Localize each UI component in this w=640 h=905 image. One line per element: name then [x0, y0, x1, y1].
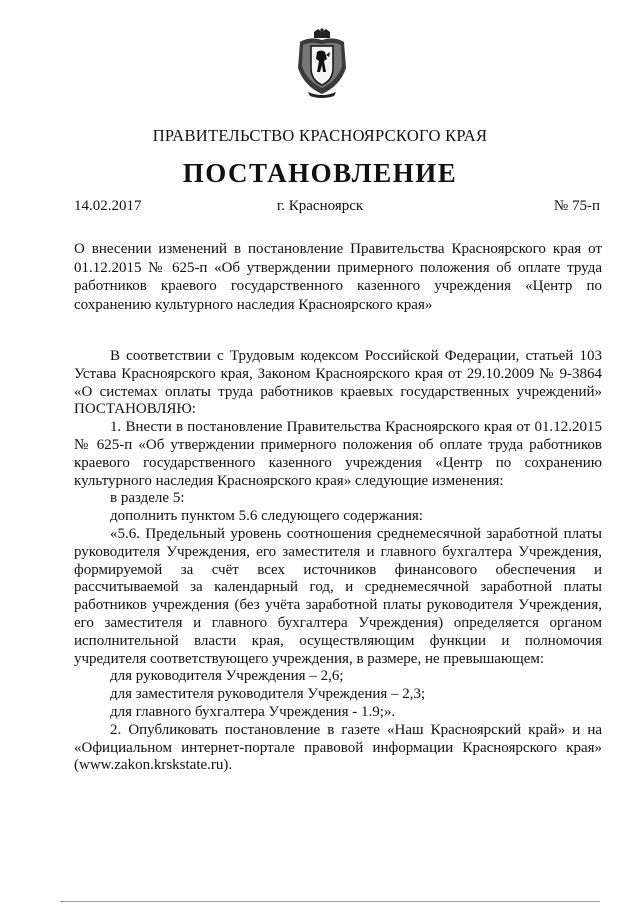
item-2-paragraph: 2. Опубликовать постановление в газете «Наш Красноярский край» и на «Официальном интернет-портале правовой информации Красноярского края» (www.zakon.krskstate.ru).	[74, 721, 602, 774]
document-subject: О внесении изменений в постановление Правительства Красноярского края от 01.12.2015 № 625-п «Об утверждении примерного положения об оплате труда работников краевого государственного казенного учреждения «Центр по сохранению культурного наследия Красноярского края»	[74, 241, 602, 313]
document-meta-row	[0, 198, 640, 218]
document-number: № 75-п	[553, 198, 600, 214]
item-1-paragraph: 1. Внести в постановление Правительства Красноярского края от 01.12.2015 № 625-п «Об утверждении примерного положения об оплате труда работников краевого государственного казенного учреждения «Центр по сохранению культурного наследия Красноярского края» следующие изменения:	[74, 419, 602, 489]
coat-of-arms-icon	[296, 28, 348, 98]
section-reference: в разделе 5:	[110, 490, 185, 507]
clause-5-6-paragraph: «5.6. Предельный уровень соотношения среднемесячной заработной платы руководителя Учреждения, его заместителя и главного бухгалтера Учреждения, формируемой за счёт всех источников финансового обеспечения и рассчитываемой за календарный год, и среднемесячной заработной платы работников учреждения (без учёта заработной платы руководителя Учреждения, его заместителя и главного бухгалтера Учреждения) определяется органом исполнительной власти края, осуществляющим функции и полномочия учредителя соответствующего учреждения, в размере, не превышающем:	[74, 525, 602, 667]
document-city: г. Красноярск	[276, 198, 364, 214]
limit-accountant-line: для главного бухгалтера Учреждения - 1.9;».	[110, 703, 396, 720]
preamble-paragraph: В соответствии с Трудовым кодексом Российской Федерации, статьей 103 Устава Красноярского края, Законом Красноярского края от 29.10.2009 № 9-3864 «О системах оплаты труда работников краевых государственных учреждений» ПОСТАНОВЛЯЮ:	[74, 348, 602, 418]
limit-deputy-line: для заместителя руководителя Учреждения – 2,3;	[110, 686, 426, 703]
scan-edge-line	[60, 901, 600, 902]
document-body	[74, 348, 602, 775]
organization-name: ПРАВИТЕЛЬСТВО КРАСНОЯРСКОГО КРАЯ	[152, 126, 488, 145]
document-type-title: ПОСТАНОВЛЕНИЕ	[182, 158, 458, 188]
supplement-line: дополнить пунктом 5.6 следующего содержания:	[110, 508, 423, 525]
document-date: 14.02.2017	[74, 198, 142, 214]
limit-head-line: для руководителя Учреждения – 2,6;	[110, 668, 344, 685]
